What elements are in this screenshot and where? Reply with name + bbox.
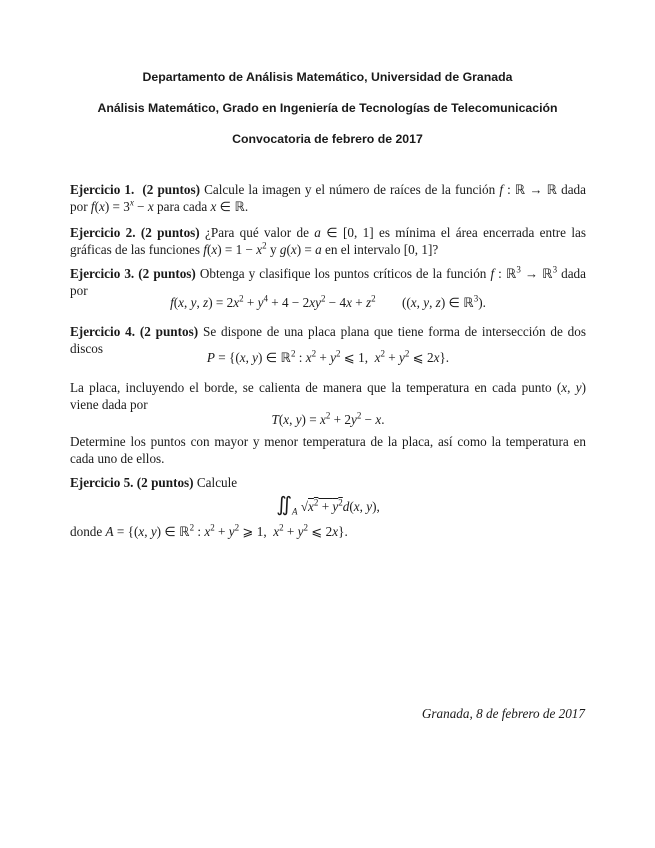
exercise-4-paragraph-3: Determine los puntos con mayor y menor temperatura de la placa, así como la temperatura en cada uno de ellos. [70, 434, 586, 466]
exercise-3-formula: f(x, y, $z) = 2x^2 + y^4 + 4 - 2xy^2 - 4x + z^2$ ((x, y, z) ∈ ℝ$^3$). [170, 293, 486, 310]
exercise-5-text-b: donde [70, 524, 103, 539]
exercise-4-paragraph-2: La placa, incluyendo el borde, se calienta de manera que la temperatura en cada punto (x, y) viene dada por [70, 380, 586, 412]
exercise-1-label: Ejercicio 1. [70, 182, 135, 197]
exercise-5-domain: donde A = {(x, y) ∈ ℝ$^2$ : $x^2 + y^2$ ⩾ 1, $x^2 + y^2$ ⩽ 2x}. [70, 522, 348, 539]
exercise-3: Ejercicio 3. (2 puntos) Obtenga y clasifique los puntos críticos de la función f : ℝ$^3$ → ℝ$^3$ dada por [70, 264, 587, 298]
exercise-3-label: Ejercicio 3. [70, 266, 135, 281]
exercise-5-label: Ejercicio 5. [70, 475, 134, 490]
exercise-1-text-c: para cada [157, 198, 208, 214]
exercise-2-points: (2 puntos) [140, 225, 200, 240]
exercise-3-points: (2 puntos) [138, 266, 196, 281]
exercise-1-points: (2 puntos) [142, 182, 200, 197]
exercise-5-integral: $∬_A$ $√x^2 + y^2d(x$, y), [276, 494, 380, 517]
exercise-4-temperature-formula: T(x, $y) = x^2 + 2y^2 - x$. [271, 410, 385, 427]
exercise-4-set-formula: P = {(x, y) ∈ ℝ$^2$ : $x^2 + y^2$ ⩽ 1, $x^2 + y^2$ ⩽ 2x}. [206, 348, 450, 365]
exercise-4-points: (2 puntos) [139, 324, 199, 339]
exercise-2: Ejercicio 2. (2 puntos) ¿Para qué valor de a ∈ [0, 1] es mínima el área encerrada entre las gráficas de las funciones $f(x) = 1 - x^2$ y g(x) = a en el intervalo [0, 1]? [70, 225, 586, 257]
exercise-4-text-a: Se dispone de una placa plana que tiene forma de intersección de dos discos [70, 324, 587, 356]
exercise-4-label: Ejercicio 4. [70, 324, 135, 339]
exercise-2-text-d: en el intervalo [325, 241, 401, 257]
exercise-3-text-a: Obtenga y clasifique los puntos críticos de la función [199, 266, 487, 281]
exercise-2-text-a: ¿Para qué valor de [205, 225, 309, 240]
exercise-5-points: (2 puntos) [136, 475, 194, 490]
exercise-5 [70, 475, 586, 492]
exercise-1: Ejercicio 1. (2 puntos) Calcule la imagen y el número de raíces de la función f : ℝ → ℝ dada por $f(x) = 3^x - x$ para cada x ∈ ℝ. [70, 182, 587, 214]
course-title: Análisis Matemático, Grado en Ingeniería de Tecnologías de Telecomunicación [97, 101, 558, 115]
exercise-3-text-b: dada por [70, 266, 587, 298]
exercise-4-text-b: La placa, incluyendo el borde, se calienta de manera que la temperatura en cada punto [70, 380, 552, 395]
exercise-4-text-c: viene dada por [70, 396, 148, 412]
exercise-2-text-c: y [269, 241, 277, 257]
exercise-2-text-b: es mínima el área encerrada entre las gráficas de las funciones [70, 225, 586, 257]
exercise-1-text-a: Calcule la imagen y el número de raíces de la función [204, 182, 496, 197]
signature-date: Granada, 8 de febrero de 2017 [421, 706, 585, 721]
exercise-5-text-a: Calcule [196, 475, 238, 490]
department-title: Departamento de Análisis Matemático, Universidad de Granada [142, 70, 513, 84]
exercise-2-label: Ejercicio 2. [70, 225, 136, 240]
exam-title: Convocatoria de febrero de 2017 [232, 132, 423, 146]
exercise-1-text-b: dada por [70, 182, 587, 214]
